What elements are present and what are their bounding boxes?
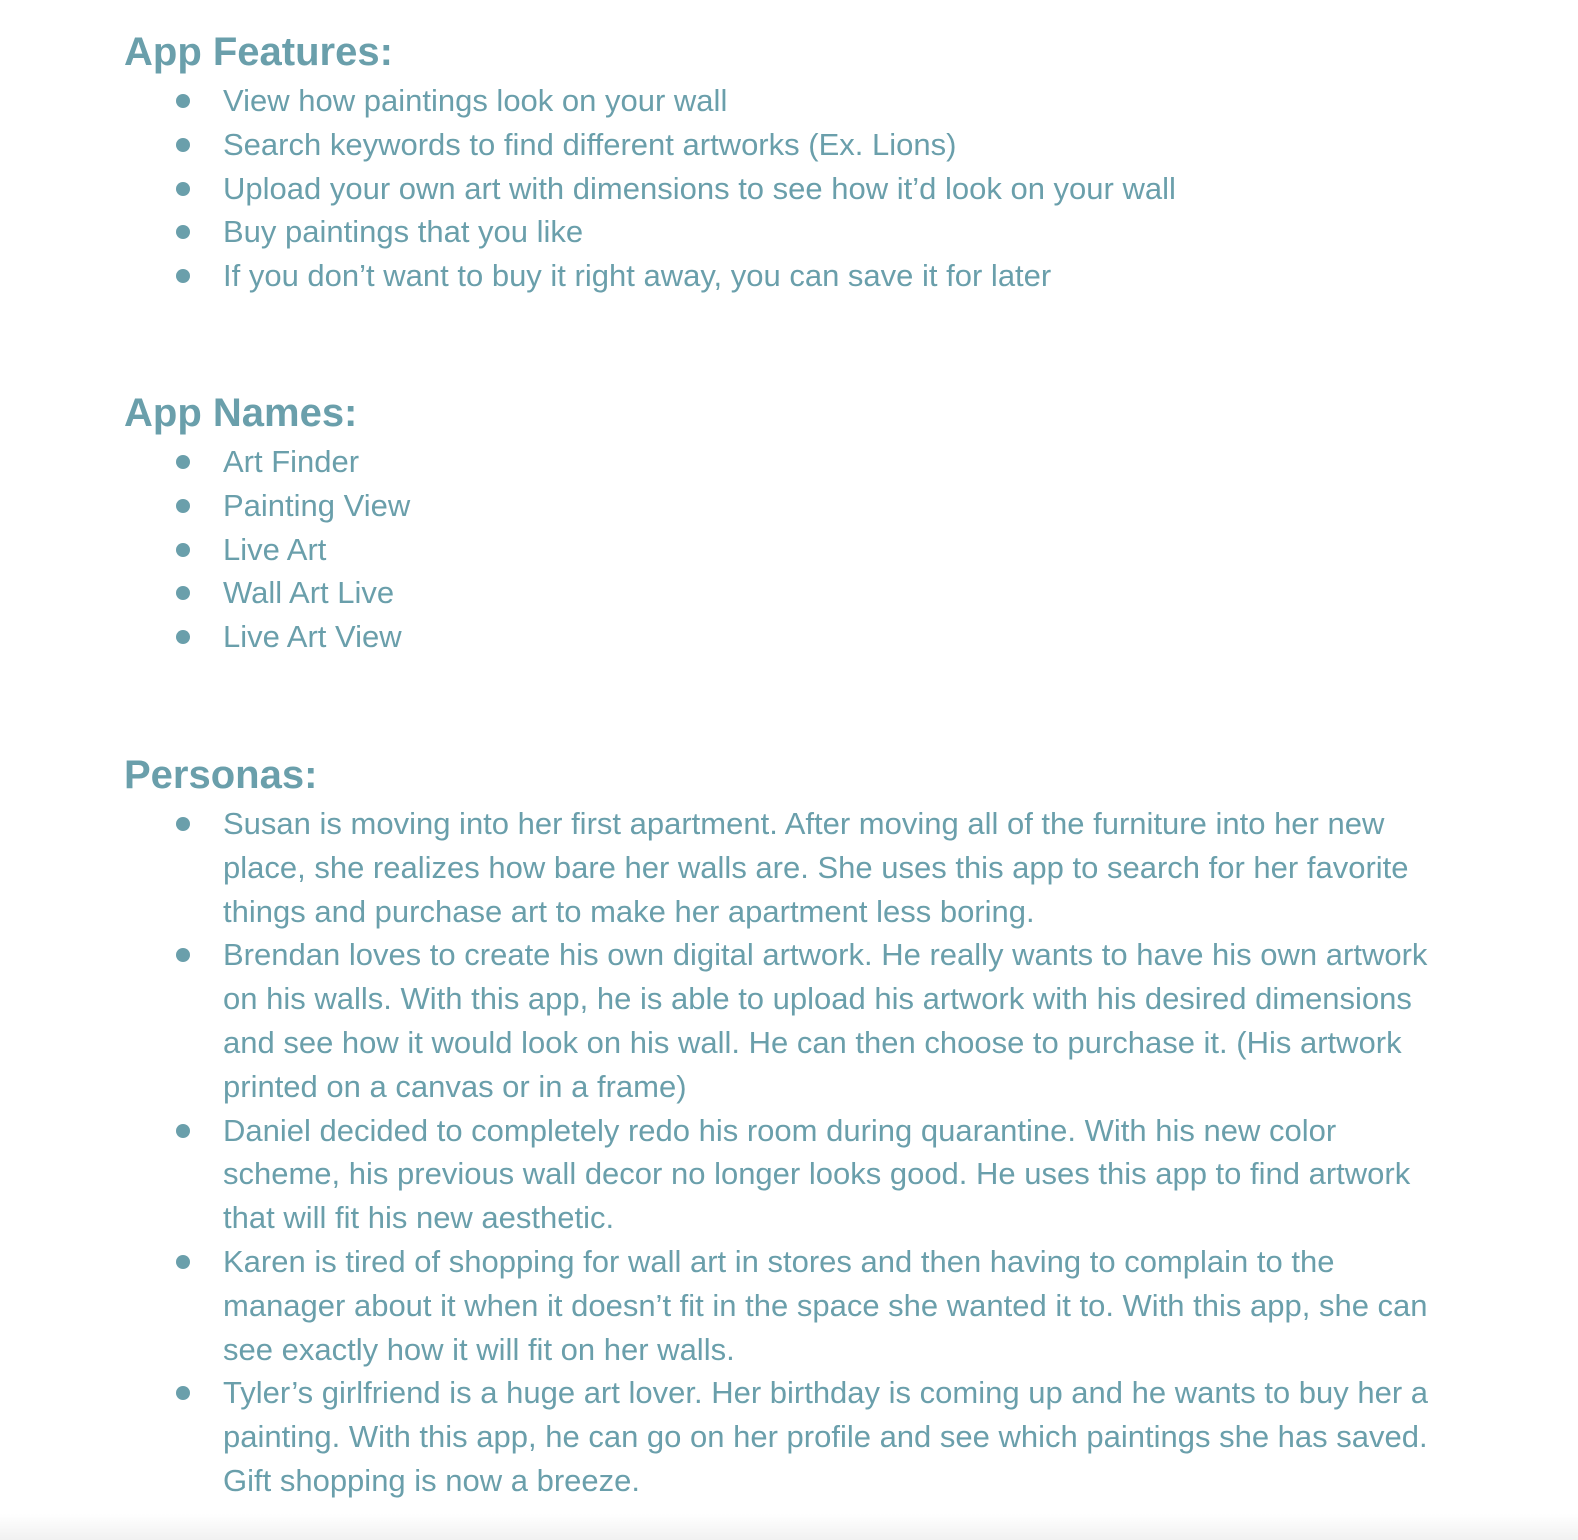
list-item-text: Brendan loves to create his own digital artwork. He really wants to have his own artwork on his walls. With this app, he is able to upload his artwork with his desired dimensions and see how it would look on his wall. He can then choose to purchase it. (His artwork printed on a canvas or in a frame) [223,937,1428,1104]
list-item-text: Tyler’s girlfriend is a huge art lover. Her birthday is coming up and he wants to buy her a painting. With this app, he can go on her profile and see which paintings she has saved. Gift shopping is now a breeze. [223,1375,1429,1498]
list-item [124,933,1444,1108]
list-item-text: Wall Art Live [223,575,395,611]
app-features-section [124,28,1444,298]
list-item [124,254,1444,298]
list-item [124,79,1444,123]
bullet-icon [176,630,190,644]
list-item [124,802,1444,933]
personas-section [124,751,1444,1503]
app-features-list [124,79,1444,298]
bullet-icon [176,455,190,469]
list-item-text: Daniel decided to completely redo his room during quarantine. With his new color scheme, his previous wall decor no longer looks good. He uses this app to find artwork that will fit his new aesthetic. [223,1112,1411,1236]
bullet-icon [176,94,190,108]
personas-list [124,802,1444,1503]
bullet-icon [176,586,190,600]
list-item-text: Art Finder [223,444,360,479]
bullet-icon [176,138,190,152]
bullet-icon [176,269,190,283]
list-item [124,210,1444,254]
bullet-icon [176,1386,190,1400]
list-item [124,484,1444,528]
list-item-text: View how paintings look on your wall [223,83,728,118]
list-item-text: If you don’t want to buy it right away, you can save it for later [223,258,1052,294]
bullet-icon [176,1255,190,1269]
list-item-text: Live Art [223,531,327,567]
bullet-icon [176,1124,190,1138]
bullet-icon [176,182,190,196]
list-item [124,571,1444,615]
list-item [124,528,1444,572]
list-item [124,1371,1444,1502]
list-item-text: Live Art View [223,619,402,655]
bullet-icon [176,948,190,962]
list-item [124,1240,1444,1371]
personas-heading: Personas: [124,753,318,797]
list-item-text: Search keywords to find different artworks (Ex. Lions) [223,126,957,162]
list-item [124,440,1444,484]
list-item-text: Karen is tired of shopping for wall art in stores and then having to complain to the manager about it when it doesn’t fit in the space she wanted it to. With this app, she can see exactly how it will fit on her walls. [223,1243,1428,1367]
list-item [124,615,1444,659]
page-bottom-edge [0,1514,1578,1540]
app-names-list [124,440,1444,659]
list-item-text: Buy paintings that you like [223,214,584,250]
app-features-heading: App Features: [124,30,393,74]
bullet-icon [176,543,190,557]
list-item [124,123,1444,167]
app-names-heading: App Names: [124,391,358,435]
list-item-text: Susan is moving into her first apartment. After moving all of the furniture into her new place, she realizes how bare her walls are. She uses this app to search for her favorite things and purchase art to make her apartment less boring. [223,806,1409,929]
list-item-text: Painting View [223,487,411,523]
bullet-icon [176,499,190,513]
list-item [124,1109,1444,1240]
list-item [124,167,1444,211]
list-item-text: Upload your own art with dimensions to see how it’d look on your wall [223,170,1176,206]
bullet-icon [176,817,190,831]
bullet-icon [176,225,190,239]
app-names-section [124,389,1444,659]
